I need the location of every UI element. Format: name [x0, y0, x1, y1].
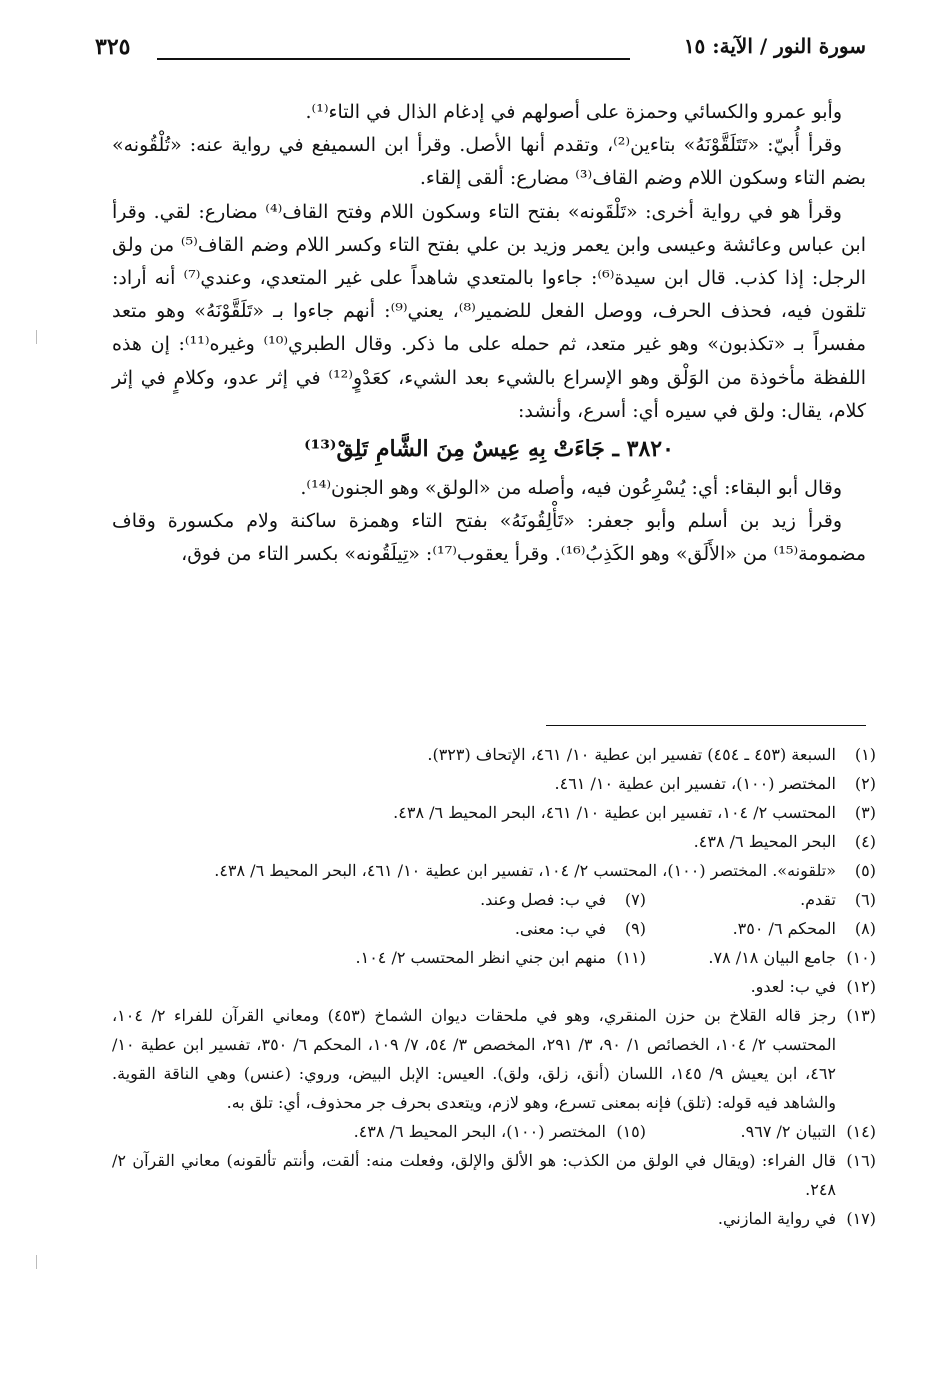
footnote [112, 943, 646, 972]
footnote-number: (١١) [616, 948, 646, 967]
footnote [112, 885, 646, 914]
scan-mark [36, 330, 37, 344]
footnote-number: (١٧) [846, 1209, 876, 1228]
footnote-number: (١٥) [616, 1122, 646, 1141]
footnote [646, 885, 876, 914]
paragraph: وقرأ زيد بن أسلم وأبو جعفر: «تَأْلِقُونَهُ» بفتح التاء وهمزة ساكنة ولام مكسورة وقاف مضمومة⁽¹⁵⁾ من «الأَلَق» وهو الكَذِبُ⁽¹⁶⁾. وقرأ يعقوب⁽¹⁷⁾: «تِيلَقُونه» بكسر التاء من فوق، [112, 510, 866, 566]
footnote-row [112, 1117, 876, 1146]
footnote-number: (١٠) [846, 948, 876, 967]
footnote-text: المحكم ٦/ ٣٥٠. [732, 919, 836, 938]
footnote-text: المختصر (١٠٠)، البحر المحيط ٦/ ٤٣٨. [353, 1122, 606, 1141]
paragraph: وقرأ هو في رواية أخرى: «تَلْقَونه» بفتح التاء وسكون اللام وفتح القاف⁽⁴⁾ مضارع: لقي. وقرأ ابن عباس وعائشة وعيسى وابن يعمر وزيد بن علي بفتح التاء وكسر اللام وضم القاف⁽⁵⁾ من ولق الرجل: إذا كذب. قال ابن سيدة⁽⁶⁾: جاءوا بالمتعدي شاهداً على غير المتعدي، وعندي⁽⁷⁾ أنه أراد: تلقون فيه، فحذف الحرف، ووصل الفعل للضمير⁽⁸⁾، يعني⁽⁹⁾: أنهم جاءوا بـ «تَلَقَّوْنَهُ» وهو متعد مفسراً بـ «تكذبون» وهو غير متعد، ثم حمله على ما ذكر. وقال الطبري⁽¹⁰⁾ وغيره⁽¹¹⁾: إن هذه اللفظة مأخوذة من الوَلْق وهو الإسراع بالشيء بعد الشيء، كعَدْوٍ⁽¹²⁾ في إثر عدو، وكلامٍ في إثر كلام، يقال: ولق في سيره أي: أسرع، وأنشد: [112, 200, 867, 422]
paragraph: وأبو عمرو والكسائي وحمزة على أصولهم في إدغام الذال في التاء⁽¹⁾. [305, 101, 842, 123]
footnote [112, 1117, 646, 1146]
footnote-text: رجز قاله القلاخ بن حزن المنقري، وهو في ملحقات ديوان الشماخ (٤٥٣) ومعاني القرآن للفراء ٢/ ١٠٤، المحتسب ٢/ ١٠٤، الخصائص ١/ ٩٠، ٣/ ٢٩١، المخصص ٣/ ٥٤، ٧/ ١٠٩، المحكم ٦/ ٣٥٠، تفسير ابن عطية ١٠/ ٤٦٢، ابن يعيش ٩/ ١٤٥، اللسان (أنق، زلق، ولق). العيس: الإبل البيض، وروي: (عنس) وهي الناقة القوية. والشاهد فيه قوله: (تلق) فإنه بمعنى تسرع، وهو لازم، ويتعدى بحرف جر محذوف، أي: تلق به. [112, 1006, 837, 1112]
footnote-number: (٩) [624, 919, 646, 938]
paragraph: وقرأ أُبيّ: «تَتَلَقَّوْنَهُ» بتاءين⁽²⁾، وتقدم أنها الأصل. وقرأ ابن السميفع في رواية عنه: «تُلْقُونه» بضم التاء وسكون اللام وضم القاف⁽³⁾ مضارع: ألقى إلقاء. [112, 134, 866, 190]
footnote-text: المختصر (١٠٠)، تفسير ابن عطية ١٠/ ٤٦١. [554, 774, 836, 793]
footnote-separator [546, 725, 866, 726]
footnote-number: (١٢) [846, 977, 876, 996]
footnote-number: (٥) [854, 861, 876, 880]
footnote-number: (١٣) [846, 1006, 876, 1025]
scan-mark [36, 1255, 37, 1269]
footnote-text: تقدم. [800, 890, 836, 909]
verse-line: ٣٨٢٠ ـ جَاءَتْ بِهِ عِيسٌ مِنَ الشَّامِ تَلِقْ⁽¹³⁾ [304, 436, 674, 463]
footnote [112, 740, 876, 769]
footnote [112, 972, 876, 1001]
page-number: ٣٢٥ [95, 34, 131, 60]
footnote-text: في رواية المازني. [717, 1209, 836, 1228]
footnote [112, 1001, 876, 1117]
footnote [112, 827, 876, 856]
footnote-text: قال الفراء: (ويقال في الولق من الكذب: هو الألق والإلق، وفعلت منه: ألقت، وأنتم تألقونه) معاني القرآن ٢/ ٢٤٨. [112, 1151, 837, 1199]
footnote-row [112, 914, 876, 943]
paragraph: وقال أبو البقاء: أي: يُسْرِعُون فيه، وأصله من «الولق» وهو الجنون⁽¹⁴⁾. [300, 477, 842, 500]
footnote [112, 914, 646, 943]
footnote-number: (٤) [854, 832, 876, 851]
footnote-text: التبيان ٢/ ٩٦٧. [740, 1122, 836, 1141]
footnote-text: جامع البيان ١٨/ ٧٨. [708, 948, 836, 967]
footnote-text: البحر المحيط ٦/ ٤٣٨. [693, 832, 836, 851]
footnote-text: في ب: فصل وعند. [480, 890, 606, 909]
footnote-text: «تلقونه». المختصر (١٠٠)، المحتسب ٢/ ١٠٤، تفسير ابن عطية ١٠/ ٤٦١، البحر المحيط ٦/ ٤٣٨. [214, 861, 836, 880]
footnote-number: (٦) [854, 890, 876, 909]
footnote-number: (٧) [624, 890, 646, 909]
footnote-number: (٨) [854, 919, 876, 938]
footnote [112, 1204, 876, 1233]
footnote-row [112, 943, 876, 972]
footnote-text: في ب: معنى. [514, 919, 606, 938]
footnote-text: منهم ابن جني انظر المحتسب ٢/ ١٠٤. [355, 948, 606, 967]
header-rule [157, 58, 630, 60]
footnote [646, 1117, 876, 1146]
footnote-text: المحتسب ٢/ ١٠٤، تفسير ابن عطية ١٠/ ٤٦١، البحر المحيط ٦/ ٤٣٨. [393, 803, 836, 822]
footnote [112, 1146, 876, 1204]
footnote [112, 798, 876, 827]
footnote-row [112, 885, 876, 914]
running-title: سورة النور / الآية: ١٥ [683, 34, 866, 58]
footnote [112, 856, 876, 885]
footnote-number: (١٦) [846, 1151, 876, 1170]
footnote-text: السبعة (٤٥٣ ـ ٤٥٤) تفسير ابن عطية ١٠/ ٤٦١، الإتحاف (٣٢٣). [427, 745, 836, 764]
footnote [646, 943, 876, 972]
page-header [95, 30, 866, 64]
footnote [646, 914, 876, 943]
footnote-number: (٣) [854, 803, 876, 822]
main-text [112, 96, 866, 572]
footnote-number: (١) [854, 745, 876, 764]
footnote [112, 769, 876, 798]
footnote-number: (٢) [854, 774, 876, 793]
footnotes [112, 740, 876, 1233]
footnote-number: (١٤) [846, 1122, 876, 1141]
footnote-text: في ب: لعدو. [750, 977, 836, 996]
